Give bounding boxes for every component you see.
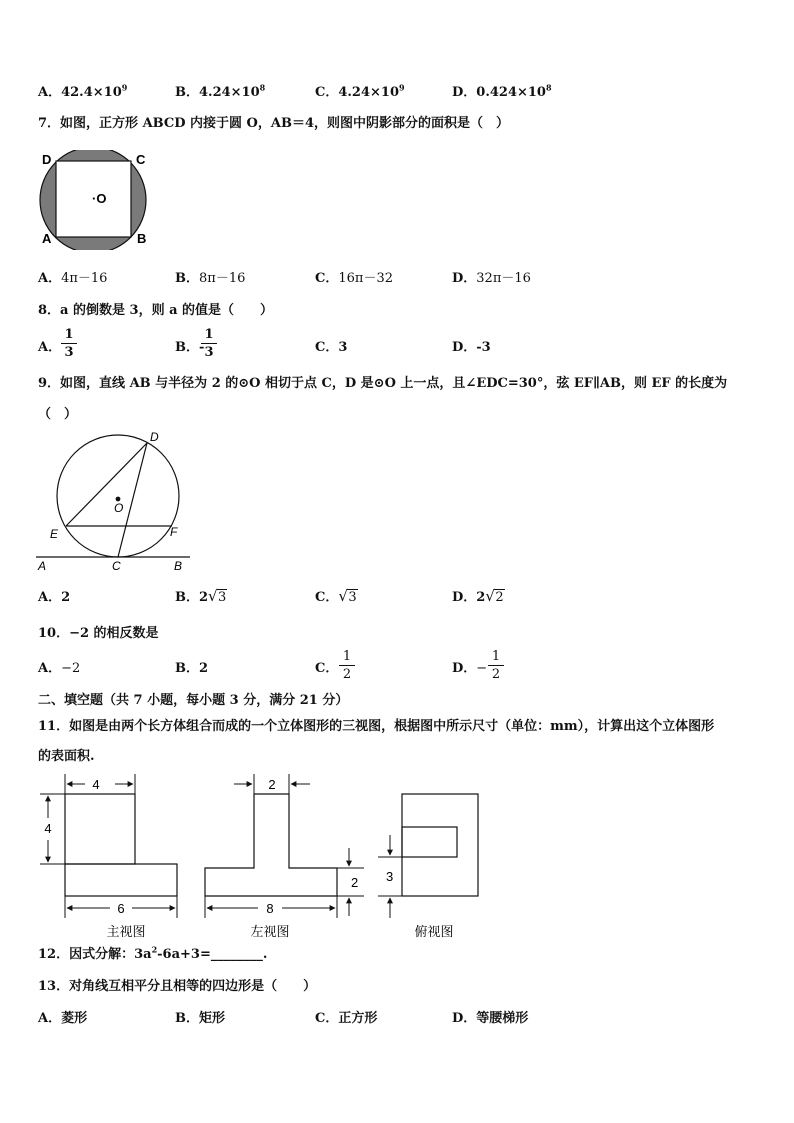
- option-label: A．: [38, 590, 62, 605]
- top-caption: 俯视图: [414, 924, 454, 939]
- front-w-base: 6: [117, 901, 125, 916]
- q12-stem: [38, 944, 268, 962]
- q13-option-b[interactable]: [175, 1012, 225, 1025]
- q7-option-d[interactable]: [452, 272, 531, 285]
- fraction-numerator: 1: [342, 649, 352, 664]
- front-view: [40, 774, 177, 939]
- q12-exponent: 2: [151, 944, 158, 955]
- sqrt-symbol: √ 2: [485, 587, 504, 605]
- option-exponent: 8: [259, 82, 266, 93]
- q8-option-d[interactable]: [452, 341, 491, 354]
- q9-figure: [34, 428, 194, 574]
- fraction-bar: [488, 665, 504, 666]
- q11-stem: 11．如图是由两个长方体组合而成的一个立体图形的三视图，根据图中所示尺寸（单位：mm），计算出这个立体图形: [38, 719, 715, 734]
- q10-stem: 10．−2 的相反数是: [38, 626, 159, 641]
- q11-three-views: [34, 770, 504, 942]
- option-exponent: 9: [121, 82, 128, 93]
- q9-option-a[interactable]: [38, 591, 70, 604]
- option-label: B．: [175, 1011, 199, 1026]
- q12-text: 12．因式分解：3a: [38, 947, 152, 962]
- q7-label-b: B: [137, 231, 147, 246]
- q10-option-d-fraction: [488, 650, 504, 681]
- fraction-numerator: 1: [64, 327, 74, 342]
- q9-label-d: D: [150, 430, 159, 444]
- q13-option-d[interactable]: [452, 1012, 528, 1025]
- q7-option-a[interactable]: [38, 272, 107, 285]
- option-text: -3: [476, 340, 491, 355]
- q6-option-b[interactable]: [175, 82, 266, 100]
- fraction-denominator: 2: [342, 667, 352, 682]
- q8-option-b-label[interactable]: [175, 341, 204, 354]
- q9-option-b[interactable]: [175, 587, 227, 605]
- fraction-bar: [339, 665, 355, 666]
- q10-option-c-fraction: [339, 650, 355, 681]
- radicand: 2: [495, 590, 504, 605]
- q7-label-c: C: [136, 152, 146, 167]
- option-label: C．: [315, 590, 339, 605]
- q8-option-a-label[interactable]: A．: [38, 340, 62, 355]
- option-text: 3: [338, 340, 348, 355]
- top-dim: 3: [386, 869, 394, 884]
- option-text: 32π－16: [476, 271, 531, 286]
- q9-label-c: C: [112, 559, 121, 573]
- q8-option-c[interactable]: [315, 341, 347, 354]
- option-text: 菱形: [61, 1011, 88, 1026]
- q7-figure: [36, 150, 154, 250]
- q6-option-a[interactable]: [38, 82, 128, 100]
- q13-option-a[interactable]: [38, 1012, 87, 1025]
- section-heading-fill-blank: 二、填空题（共 7 小题，每小题 3 分，满分 21 分）: [38, 693, 349, 708]
- q8-stem: 8．a 的倒数是 3，则 a 的值是（ ）: [38, 303, 274, 318]
- q7-label-o: ·O: [92, 191, 107, 206]
- fraction-denominator: 2: [491, 667, 501, 682]
- sqrt-symbol: √ 3: [208, 587, 227, 605]
- fraction-numerator: 1: [491, 649, 501, 664]
- fraction-denominator: 3: [204, 345, 214, 360]
- option-label: D．: [452, 85, 477, 100]
- fraction-bar: [61, 343, 77, 344]
- option-text: 矩形: [199, 1011, 226, 1026]
- option-sign: −: [476, 661, 488, 676]
- side-view: [205, 774, 364, 939]
- front-caption: 主视图: [106, 924, 146, 939]
- option-exponent: 9: [399, 82, 405, 93]
- q12-blank[interactable]: -6a+3=________.: [157, 947, 268, 962]
- option-label: A．: [38, 85, 62, 100]
- option-label: C．: [315, 85, 339, 100]
- radicand: 3: [348, 590, 357, 605]
- top-view: [378, 794, 478, 939]
- option-label: B．: [175, 271, 199, 286]
- option-text: 2: [199, 661, 209, 676]
- option-text: 4.24×10: [199, 85, 260, 100]
- fraction-bar: [201, 343, 217, 344]
- option-label: B．: [175, 85, 199, 100]
- q11-stem-cont: 的表面积.: [38, 749, 95, 764]
- option-text: −2: [61, 661, 81, 676]
- option-exponent: 8: [545, 82, 552, 93]
- front-w-top: 4: [92, 777, 100, 792]
- fraction-denominator: 3: [64, 345, 74, 360]
- option-label: B．: [175, 590, 199, 605]
- option-coefficient: 2: [476, 590, 486, 605]
- q7-stem: 7．如图，正方形 ABCD 内接于圆 O，AB＝4，则图中阴影部分的面积是（ ）: [38, 116, 510, 131]
- fraction-numerator: 1: [204, 327, 214, 342]
- q7-label-d: D: [42, 152, 52, 167]
- side-caption: 左视图: [250, 924, 290, 939]
- q9-stem-paren: （ ）: [38, 407, 78, 422]
- q9-stem: 9．如图，直线 AB 与半径为 2 的⊙O 相切于点 C，D 是⊙O 上一点，且∠EDC=30°，弦 EF∥AB，则 EF 的长度为: [38, 376, 728, 391]
- option-label: C．: [315, 340, 339, 355]
- option-text: 4π－16: [61, 271, 108, 286]
- q9-label-b: B: [174, 559, 183, 573]
- option-label: A．: [38, 1011, 62, 1026]
- option-sign: -: [199, 340, 205, 355]
- q10-option-c-label[interactable]: C．: [315, 661, 339, 676]
- q13-stem: 13．对角线互相平分且相等的四边形是（ ）: [38, 979, 317, 994]
- option-label: C．: [315, 271, 339, 286]
- option-text: 16π－32: [338, 271, 393, 286]
- q8-option-a-fraction: [61, 328, 77, 359]
- option-text: 4.24×10: [338, 85, 400, 100]
- option-label: A．: [38, 271, 62, 286]
- option-label: B．: [175, 661, 199, 676]
- q9-label-f: F: [170, 525, 178, 539]
- option-label: D．: [452, 1011, 477, 1026]
- q7-label-a: A: [42, 231, 52, 246]
- side-w-top: 2: [268, 777, 276, 792]
- q8-option-b-fraction: [201, 328, 217, 359]
- side-h-base: 2: [351, 875, 359, 890]
- q6-option-d[interactable]: [452, 82, 552, 100]
- option-label: C．: [315, 1011, 339, 1026]
- q9-segment-dc: [118, 443, 147, 557]
- option-label: D．: [452, 271, 477, 286]
- option-text: 42.4×10: [61, 85, 122, 100]
- q6-option-c[interactable]: [315, 82, 405, 100]
- q10-option-b[interactable]: [175, 662, 208, 675]
- q10-option-a[interactable]: [38, 662, 80, 675]
- radicand: 3: [218, 590, 227, 605]
- option-label: D．: [452, 340, 477, 355]
- q9-label-a: A: [38, 559, 47, 573]
- q9-label-e: E: [50, 527, 59, 541]
- option-coefficient: 2: [199, 590, 209, 605]
- q9-option-d[interactable]: [452, 587, 505, 605]
- q9-circle: [57, 435, 179, 557]
- sqrt-symbol: √ 3: [338, 587, 357, 605]
- front-h-top: 4: [44, 821, 52, 836]
- option-text: 2: [61, 590, 71, 605]
- option-text: 正方形: [338, 1011, 378, 1026]
- q13-option-c[interactable]: [315, 1012, 377, 1025]
- q7-option-b[interactable]: [175, 272, 245, 285]
- q9-segment-de: [66, 443, 147, 526]
- q9-option-c[interactable]: [315, 587, 358, 605]
- option-text: 8π－16: [199, 271, 246, 286]
- option-text: 0.424×10: [476, 85, 546, 100]
- option-label: D．: [452, 661, 477, 676]
- q10-option-d-label[interactable]: [452, 662, 487, 675]
- q9-label-o: O: [114, 501, 124, 515]
- option-label: B．: [175, 340, 199, 355]
- option-label: D．: [452, 590, 477, 605]
- q7-option-c[interactable]: [315, 272, 393, 285]
- option-label: A．: [38, 661, 62, 676]
- option-text: 等腰梯形: [476, 1011, 529, 1026]
- side-w-base: 8: [266, 901, 274, 916]
